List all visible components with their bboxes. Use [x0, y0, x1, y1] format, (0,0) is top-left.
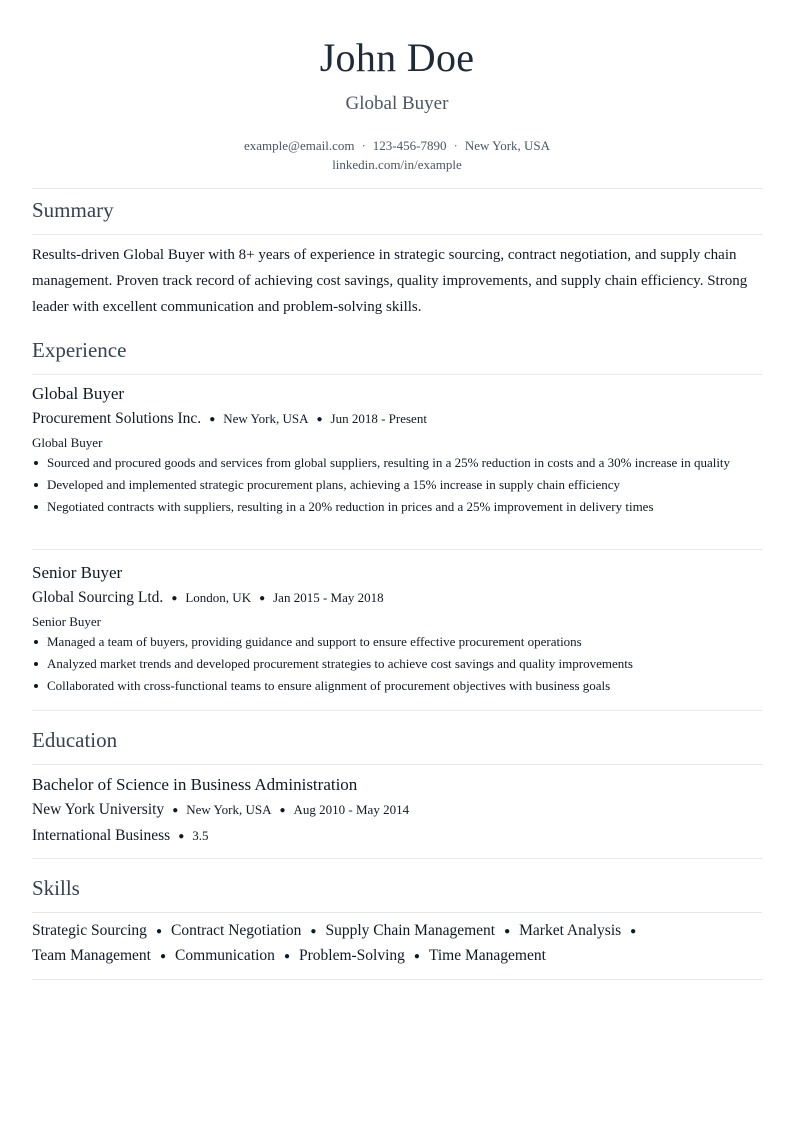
experience-entry	[32, 561, 762, 699]
list-item: Sourced and procured goods and services from global suppliers, resulting in a 25% reduction in costs and a 30% increase in quality	[32, 454, 762, 472]
job-meta	[32, 406, 762, 432]
bullet-dot: ●	[310, 926, 317, 937]
education-entry	[32, 772, 762, 849]
bullet-dot: ●	[413, 951, 420, 962]
job-dates: Jan 2015 - May 2018	[273, 590, 384, 605]
location: New York, USA	[464, 138, 551, 153]
skills-heading: Skills	[32, 876, 80, 900]
job-role: Global Buyer	[32, 384, 125, 403]
major: International Business	[32, 827, 171, 844]
linkedin-link[interactable]: linkedin.com/in/example	[332, 157, 462, 172]
divider	[32, 549, 762, 550]
bullet-dot: ●	[178, 831, 185, 842]
job-bullets	[32, 633, 762, 695]
phone-number: 123-456-7890	[372, 138, 447, 153]
contact-info	[32, 136, 762, 174]
skill-item: Communication	[175, 947, 275, 964]
bullet-dot: ●	[630, 926, 637, 937]
list-item: Developed and implemented strategic procurement plans, achieving a 15% increase in supply chain efficiency	[32, 476, 762, 494]
job-subtitle: Global Buyer	[32, 435, 103, 450]
bullet-dot: ●	[160, 951, 167, 962]
skill-item: Team Management	[32, 947, 151, 964]
summary-heading: Summary	[32, 198, 114, 222]
divider	[32, 858, 762, 859]
education-heading: Education	[32, 728, 118, 752]
divider	[32, 764, 762, 765]
skill-item: Supply Chain Management	[325, 922, 496, 939]
skills-row	[32, 943, 762, 968]
job-location: New York, USA	[223, 411, 309, 426]
list-item: Analyzed market trends and developed procurement strategies to achieve cost savings and quality improvements	[32, 655, 762, 673]
separator: ·	[453, 138, 458, 153]
skills-row	[32, 918, 762, 943]
gpa: 3.5	[192, 828, 209, 843]
divider	[32, 912, 762, 913]
email-link[interactable]: example@email.com	[243, 138, 355, 153]
divider	[32, 374, 762, 375]
summary-text: Results-driven Global Buyer with 8+ years of experience in strategic sourcing, contract negotiation, and supply chain management. Proven track record of achieving cost savings, quality improvements, and supply chain efficiency. Strong leader with excellent communication and problem-solving skills.	[32, 247, 748, 315]
skill-item: Strategic Sourcing	[32, 922, 147, 939]
skills-list	[32, 918, 762, 968]
bullet-dot: ●	[155, 926, 162, 937]
job-dates: Jun 2018 - Present	[330, 411, 427, 426]
company-name: Global Sourcing Ltd.	[32, 589, 164, 606]
bullet-dot: ●	[283, 951, 290, 962]
list-item: Collaborated with cross-functional teams to ensure alignment of procurement objectives with business goals	[32, 677, 762, 695]
bullet-dot: ●	[316, 414, 323, 425]
separator: ·	[361, 138, 366, 153]
bullet-dot: ●	[279, 805, 286, 816]
experience-heading: Experience	[32, 338, 127, 362]
divider	[32, 234, 762, 235]
list-item: Negotiated contracts with suppliers, resulting in a 20% reduction in prices and a 25% improvement in delivery times	[32, 498, 762, 516]
skill-item: Problem-Solving	[298, 947, 405, 964]
job-role: Senior Buyer	[32, 563, 123, 582]
school-location: New York, USA	[186, 802, 272, 817]
bullet-dot: ●	[259, 593, 266, 604]
bullet-dot: ●	[172, 805, 179, 816]
bullet-dot: ●	[209, 414, 216, 425]
job-meta	[32, 585, 762, 611]
education-dates: Aug 2010 - May 2014	[293, 802, 410, 817]
divider	[32, 979, 762, 980]
bullet-dot: ●	[504, 926, 511, 937]
company-name: Procurement Solutions Inc.	[32, 410, 202, 427]
skill-item: Contract Negotiation	[170, 922, 302, 939]
list-item: Managed a team of buyers, providing guidance and support to ensure effective procurement operations	[32, 633, 762, 651]
divider	[32, 710, 762, 711]
skill-item: Market Analysis	[519, 922, 622, 939]
divider	[32, 188, 762, 189]
skill-item: Time Management	[428, 947, 546, 964]
degree: Bachelor of Science in Business Administration	[32, 775, 358, 794]
job-location: London, UK	[185, 590, 252, 605]
job-bullets	[32, 454, 762, 516]
school-name: New York University	[32, 801, 165, 818]
experience-entry	[32, 382, 762, 520]
candidate-name: John Doe	[319, 35, 475, 80]
bullet-dot: ●	[171, 593, 178, 604]
job-subtitle: Senior Buyer	[32, 614, 101, 629]
education-major-row	[32, 823, 762, 849]
candidate-title: Global Buyer	[345, 93, 449, 114]
education-meta	[32, 797, 762, 823]
